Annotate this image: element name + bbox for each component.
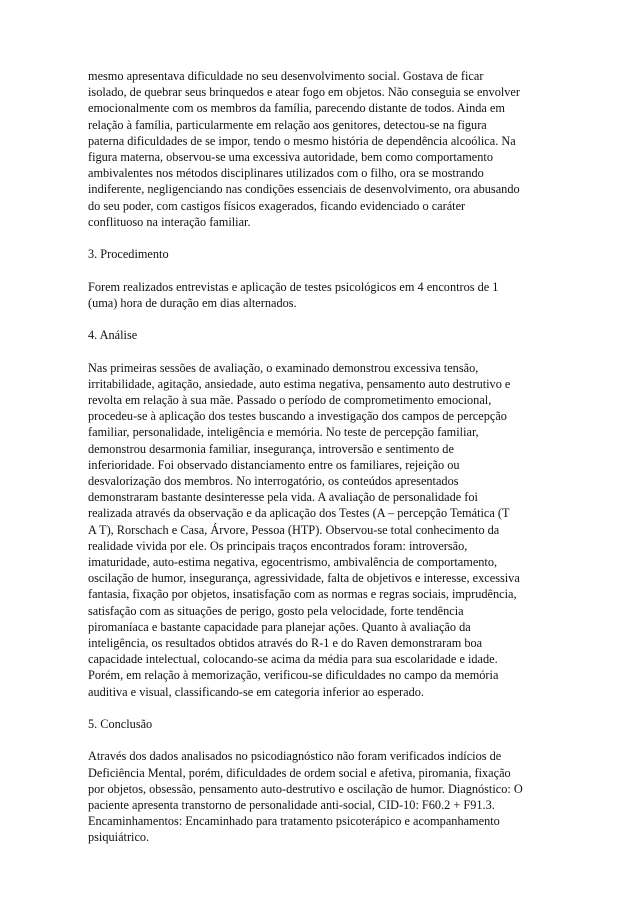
text-line: demonstraram bastante desinteresse pela vida. A avaliação de personalidade foi <box>88 490 478 505</box>
text-line: por objetos, obsessão, pensamento auto-destrutivo e oscilação de humor. Diagnóstico: O <box>88 781 523 796</box>
text-line: Encaminhamentos: Encaminhado para tratamento psicoterápico e acompanhamento <box>88 814 500 829</box>
heading-text: 4. Análise <box>88 328 138 343</box>
paragraph-family-context <box>88 68 550 230</box>
text-line: irritabilidade, agitação, ansiedade, auto estima negativa, pensamento auto destrutivo e <box>88 376 511 391</box>
section-heading-procedimento <box>88 246 550 262</box>
paragraph-conclusao <box>88 748 550 845</box>
text-line: auditiva e visual, classificando-se em categoria inferior ao esperado. <box>88 684 424 699</box>
text-line: Deficiência Mental, porém, dificuldades de ordem social e afetiva, piromania, fixação <box>88 765 511 780</box>
section-heading-conclusao <box>88 716 550 732</box>
paragraph-procedimento <box>88 279 550 311</box>
text-line: ambivalentes nos métodos disciplinares utilizados com o filho, ora se mostrando <box>88 166 484 181</box>
text-line: Forem realizados entrevistas e aplicação de testes psicológicos em 4 encontros de 1 <box>88 279 499 294</box>
text-line: realizada através da observação e da aplicação dos Testes (A – percepção Temática (T <box>88 506 510 521</box>
text-line: Através dos dados analisados no psicodiagnóstico não foram verificados indícios de <box>88 749 502 764</box>
text-line: A T), Rorschach e Casa, Árvore, Pessoa (HTP). Observou-se total conhecimento da <box>88 522 500 537</box>
document-page <box>88 68 550 862</box>
text-line: oscilação de humor, insegurança, agressividade, falta de objetivos e interesse, excessiva <box>88 571 520 586</box>
text-line: procedeu-se à aplicação dos testes buscando a investigação dos campos de percepção <box>88 409 507 424</box>
text-line: Porém, em relação à memorização, verificou-se dificuldades no campo da memória <box>88 668 499 683</box>
text-line: inteligência, os resultados obtidos através do R-1 e do Raven demonstraram boa <box>88 636 483 651</box>
text-line: piromaníaca e bastante capacidade para planejar ações. Quanto à avaliação da <box>88 619 471 634</box>
text-line: demonstrou desarmonia familiar, insegurança, introversão e sentimento de <box>88 441 454 456</box>
text-line: paciente apresenta transtorno de personalidade anti-social, CID-10: F60.2 + F91.3. <box>88 798 495 813</box>
text-line: imaturidade, auto-estima negativa, egocentrismo, ambivalência de comportamento, <box>88 555 498 570</box>
text-line: conflituoso na interação familiar. <box>88 214 251 229</box>
text-line: capacidade intelectual, colocando-se acima da média para sua escolaridade e idade. <box>88 652 498 667</box>
section-heading-analise <box>88 327 550 343</box>
text-line: paterna dificuldades de se impor, tendo o mesmo história de dependência alcoólica. Na <box>88 133 516 148</box>
text-line: realidade vivida por ele. Os principais traços encontrados foram: introversão, <box>88 538 468 553</box>
text-line: (uma) hora de duração em dias alternados. <box>88 295 297 310</box>
heading-text: 3. Procedimento <box>88 247 169 262</box>
text-line: satisfação com as situações de perigo, gosto pela velocidade, forte tendência <box>88 603 464 618</box>
heading-text: 5. Conclusão <box>88 717 153 732</box>
text-line: desvalorização dos membros. No interrogatório, os conteúdos apresentados <box>88 474 459 489</box>
text-line: Nas primeiras sessões de avaliação, o examinado demonstrou excessiva tensão, <box>88 360 479 375</box>
text-line: isolado, de quebrar seus brinquedos e atear fogo em objetos. Não conseguia se envolver <box>88 85 520 100</box>
text-line: do seu poder, com castigos físicos exagerados, ficando evidenciado o caráter <box>88 198 466 213</box>
text-line: indiferente, negligenciando nas condições essenciais de desenvolvimento, ora abusando <box>88 182 520 197</box>
text-line: inferioridade. Foi observado distanciamento entre os familiares, rejeição ou <box>88 457 460 472</box>
text-line: emocionalmente com os membros da família, parecendo distante de todos. Ainda em <box>88 101 505 116</box>
text-line: relação à família, particularmente em relação aos genitores, detectou-se na figura <box>88 117 487 132</box>
text-line: fantasia, fixação por objetos, insatisfação com as normas e regras sociais, imprudência, <box>88 587 517 602</box>
paragraph-analise <box>88 360 550 700</box>
text-line: familiar, personalidade, inteligência e memória. No teste de percepção familiar, <box>88 425 479 440</box>
text-line: revolta em relação à sua mãe. Passado o período de comprometimento emocional, <box>88 393 492 407</box>
text-line: mesmo apresentava dificuldade no seu desenvolvimento social. Gostava de ficar <box>88 69 484 83</box>
text-line: figura materna, observou-se uma excessiva autoridade, bem como comportamento <box>88 150 493 165</box>
text-line: psiquiátrico. <box>88 830 150 845</box>
